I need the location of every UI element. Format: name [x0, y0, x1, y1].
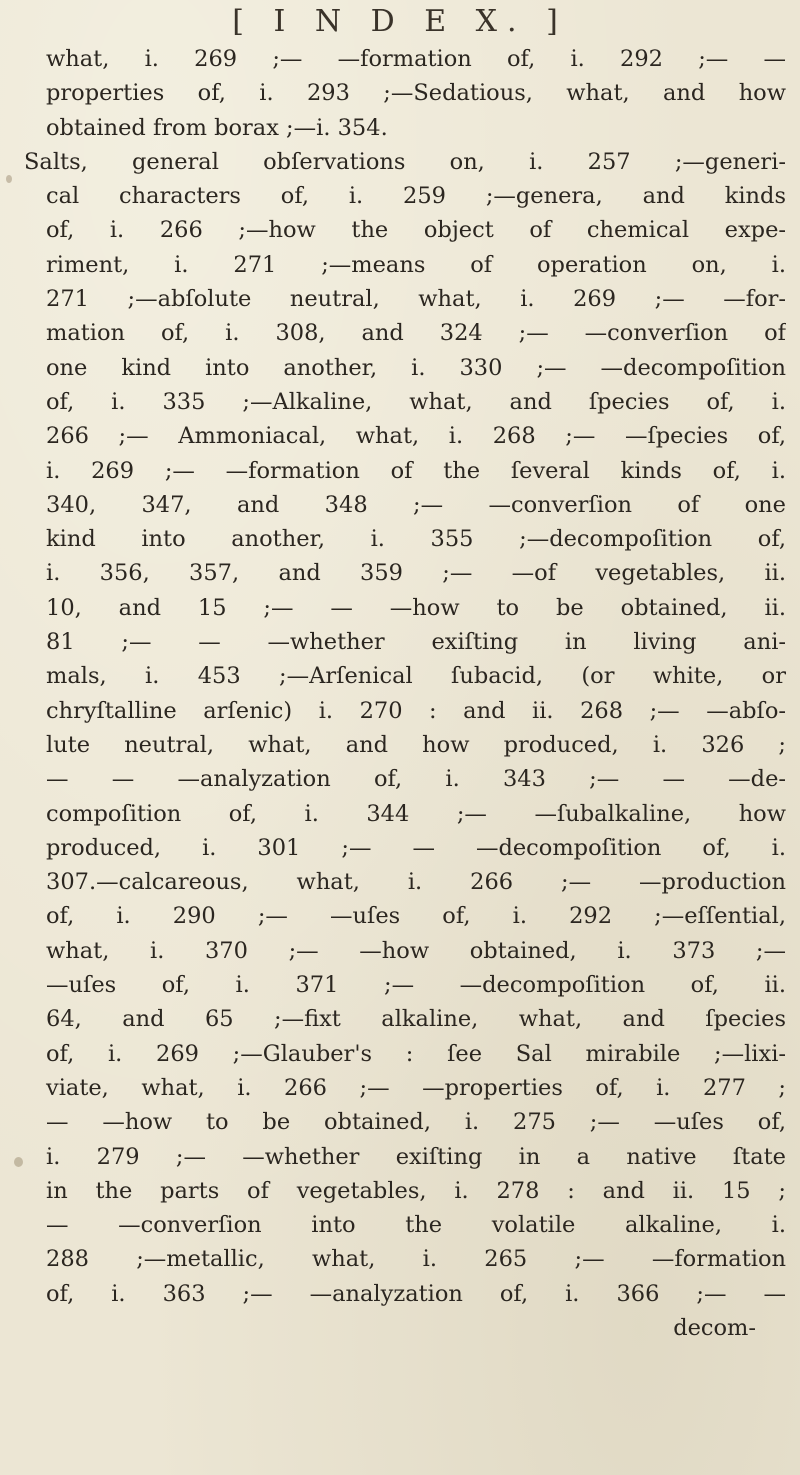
text-line: 271 ;—abſolute neutral, what, i. 269 ;— —for-: [46, 286, 786, 313]
text-line: in the parts of vegetables, i. 278 : and ii. 15 ;: [46, 1177, 786, 1204]
text-line: of, i. 269 ;—Glauber's : ſee Sal mirabile ;—lixi-: [46, 1040, 786, 1067]
text-line: of, i. 363 ;— —analyzation of, i. 366 ;— —: [46, 1280, 786, 1307]
ink-spot: [14, 1157, 23, 1167]
text-line: riment, i. 271 ;—means of operation on, i.: [46, 251, 786, 278]
text-line: obtained from borax ;—i. 354.: [46, 114, 388, 141]
text-line: of, i. 266 ;—how the object of chemical expe-: [46, 217, 786, 244]
text-line: Salts, general obſervations on, i. 257 ;—generi-: [24, 148, 786, 175]
ink-spot: [6, 175, 12, 183]
catchword: decom-: [673, 1314, 756, 1341]
running-head: [ I N D E X. ]: [232, 4, 568, 39]
text-line: i. 279 ;— —whether exiſting in a native ſtate: [46, 1143, 786, 1170]
text-line: one kind into another, i. 330 ;— —decompoſition: [46, 354, 786, 381]
text-line: of, i. 335 ;—Alkaline, what, and ſpecies of, i.: [46, 388, 786, 415]
text-line: mation of, i. 308, and 324 ;— —converſion of: [46, 320, 786, 347]
text-line: 10, and 15 ;— — —how to be obtained, ii.: [46, 594, 786, 621]
text-line: i. 269 ;— —formation of the ſeveral kinds of, i.: [46, 457, 786, 484]
text-line: of, i. 290 ;— —uſes of, i. 292 ;—eſſential,: [46, 903, 786, 930]
text-line: produced, i. 301 ;— — —decompoſition of, i.: [46, 834, 786, 861]
text-line: 81 ;— — —whether exiſting in living ani-: [46, 629, 786, 656]
text-line: what, i. 269 ;— —formation of, i. 292 ;— —: [46, 46, 786, 72]
text-line: chryſtalline arſenic) i. 270 : and ii. 268 ;— —abſo-: [46, 697, 786, 724]
text-line: 266 ;— Ammoniacal, what, i. 268 ;— —ſpecies of,: [46, 423, 786, 450]
text-line: properties of, i. 293 ;—Sedatious, what, and how: [46, 80, 786, 107]
text-line: lute neutral, what, and how produced, i. 326 ;: [46, 731, 786, 758]
text-line: 288 ;—metallic, what, i. 265 ;— —formation: [46, 1246, 786, 1273]
text-line: compoſition of, i. 344 ;— —ſubalkaline, how: [46, 800, 786, 827]
text-line: mals, i. 453 ;—Arſenical ſubacid, (or white, or: [46, 663, 786, 690]
text-line: kind into another, i. 355 ;—decompoſition of,: [46, 526, 786, 553]
text-line: cal characters of, i. 259 ;—genera, and kinds: [46, 183, 786, 210]
text-line: — —converſion into the volatile alkaline, i.: [46, 1212, 786, 1239]
text-line: 340, 347, and 348 ;— —converſion of one: [46, 491, 786, 518]
text-line: 64, and 65 ;—fixt alkaline, what, and ſpecies: [46, 1006, 786, 1033]
text-line: — —how to be obtained, i. 275 ;— —uſes of,: [46, 1109, 786, 1136]
index-text-column: [24, 42, 786, 1345]
text-line: what, i. 370 ;— —how obtained, i. 373 ;—: [46, 937, 786, 964]
text-line: —uſes of, i. 371 ;— —decompoſition of, ii.: [46, 972, 786, 999]
text-line: i. 356, 357, and 359 ;— —of vegetables, ii.: [46, 560, 786, 587]
text-line: viate, what, i. 266 ;— —properties of, i. 277 ;: [46, 1074, 786, 1101]
text-line: 307.—calcareous, what, i. 266 ;— —production: [46, 869, 786, 896]
text-line: — — —analyzation of, i. 343 ;— — —de-: [46, 766, 786, 793]
